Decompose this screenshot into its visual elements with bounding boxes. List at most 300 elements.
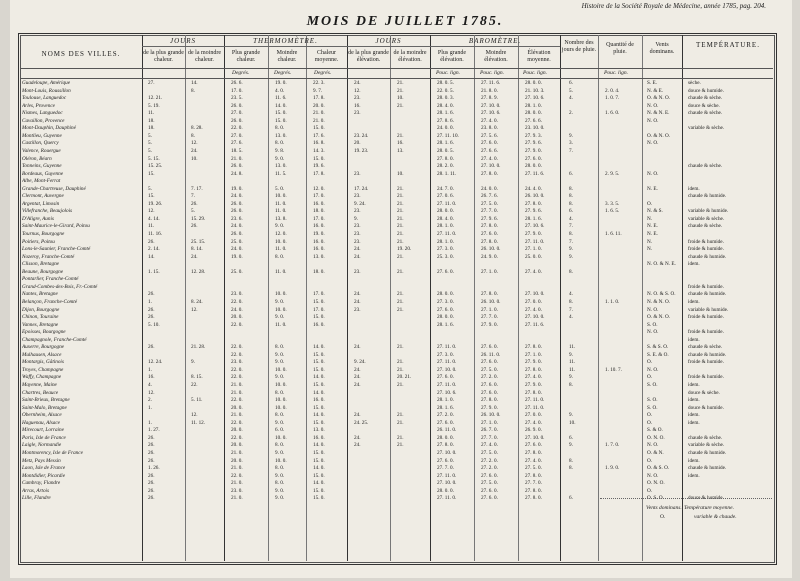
cell-dme: 21.	[397, 419, 404, 426]
table-row	[20, 420, 773, 428]
footer-vents-value: O.	[660, 514, 666, 520]
cell-vd: O. & N. O.	[647, 95, 671, 102]
cell-vd: N.	[647, 238, 653, 245]
city-name: Nantes, Bretagne	[22, 291, 58, 298]
cell-dc: 11.	[148, 110, 155, 117]
cell-pg: 26. 0.	[231, 163, 243, 170]
city-name: Nismes, Languedoc	[22, 110, 63, 117]
cell-dc: 26.	[148, 495, 155, 502]
cell-cm: 15. 0.	[313, 314, 325, 321]
table-row	[20, 276, 773, 284]
cell-cm: 15. 0.	[313, 125, 325, 132]
cell-dc: 5. 19.	[148, 102, 160, 109]
cell-vd: S. E.	[647, 80, 657, 86]
cell-dm: 26.	[191, 200, 198, 207]
cell-dc: 14.	[148, 253, 155, 260]
cell-em: 27. 1. 0.	[525, 246, 542, 253]
cell-dme: 21.	[397, 434, 404, 441]
cell-jp: 5.	[569, 87, 573, 94]
cell-cm: 14. 0.	[313, 389, 325, 396]
cell-cm: 18. 0.	[313, 268, 325, 275]
cell-mc: 9. 0.	[275, 298, 285, 305]
cell-me: 27. 5. 0.	[481, 480, 498, 487]
cell-tp: variable & sèche.	[688, 125, 725, 132]
cell-dc: 15. 25.	[148, 163, 163, 170]
cell-me: 27. 8. 0.	[481, 291, 498, 298]
unit-degres: Degrés.	[314, 70, 332, 76]
cell-jp: 9.	[569, 246, 573, 253]
cell-vd: N. E.	[647, 231, 658, 237]
cell-pg: 20. 0.	[231, 404, 243, 411]
cell-dme: 21.	[397, 193, 404, 200]
cell-mc: 14. 0.	[275, 102, 287, 109]
cell-dme: 21.	[397, 215, 404, 222]
cell-mc: 6. 0.	[275, 427, 285, 434]
cell-qp: 1. 1. 0.	[605, 298, 620, 305]
cell-pg: 26. 0.	[231, 231, 243, 237]
cell-me: 27. 6. 0.	[481, 344, 498, 351]
city-name: Haguenau, Alsace	[22, 419, 60, 426]
cell-mc: 11. 0.	[275, 321, 287, 328]
city-name: Lille, Flandre	[22, 495, 51, 502]
cell-cm: 14. 0.	[313, 480, 325, 487]
cell-dc: 1.	[148, 404, 152, 411]
table-row	[20, 495, 773, 503]
cell-em: 27. 9. 3.	[525, 132, 542, 139]
table-row	[20, 450, 773, 458]
cell-mc: 8. 0.	[275, 140, 285, 147]
cell-em: 27. 9. 6.	[525, 208, 542, 215]
cell-cm: 17. 0.	[313, 306, 325, 313]
table-row	[20, 352, 773, 360]
cell-jp: 8.	[569, 382, 573, 388]
cell-dc: 26.	[148, 238, 155, 245]
cell-dc: 4.	[148, 382, 152, 388]
cell-pg: 22. 0.	[231, 298, 243, 305]
cell-jp: 4.	[569, 95, 573, 102]
cell-de: 23.	[354, 238, 361, 245]
cell-jp: 8.	[569, 268, 573, 275]
cell-vd: S. & S. O.	[647, 344, 669, 351]
cell-cm: 16. 0.	[313, 321, 325, 328]
cell-mc: 8. 0.	[275, 125, 285, 132]
cell-pg: 20. 0.	[231, 442, 243, 449]
cell-cm: 16. 0.	[313, 434, 325, 441]
cell-pe: 24. 7. 0.	[437, 185, 454, 192]
cell-dme: 21.	[397, 87, 404, 94]
city-name: Clermont, Auvergne	[22, 193, 64, 200]
cell-em: 27. 8. 0.	[525, 472, 542, 479]
col-header-moindre-chaleur: Moindre chaleur.	[276, 50, 298, 63]
cell-pe: 28. 0. 3.	[437, 95, 454, 102]
cell-pe: 28. 0. 0.	[437, 314, 454, 321]
cell-me: 27. 6. 0.	[481, 140, 498, 147]
running-header: Histoire de la Société Royale de Médecine, année 1785, pag. 204.	[581, 2, 766, 10]
cell-pg: 21. 0.	[231, 449, 243, 456]
cell-cm: 13. 0.	[313, 427, 325, 434]
city-name: Arles, Provence	[22, 102, 55, 109]
cell-dme: 21.	[397, 102, 404, 109]
cell-cm: 16. 0.	[313, 200, 325, 207]
table-row	[20, 110, 773, 118]
cell-dm: 15. 29.	[191, 215, 206, 222]
cell-em: 27. 9. 0.	[525, 147, 542, 154]
cell-qp: 3. 3. 5.	[605, 200, 620, 207]
cell-mc: 10. 0.	[275, 306, 287, 313]
cell-dm: 22.	[191, 382, 198, 388]
cell-em: 27. 8. 0.	[525, 389, 542, 396]
city-name: Arras, Artois	[22, 487, 50, 494]
cell-tp: idem.	[688, 298, 700, 305]
cell-de: 24.	[354, 382, 361, 388]
table-row	[20, 322, 773, 330]
cell-pe: 28. 1. 0.	[437, 238, 454, 245]
table-row	[20, 390, 773, 398]
cell-vd: O. & S. O.	[647, 465, 670, 472]
cell-mc: 9. 0.	[275, 351, 285, 358]
cell-mc: 9. 0.	[275, 374, 285, 381]
cell-mc: 11. 6.	[275, 95, 287, 102]
cell-dc: 16.	[148, 374, 155, 381]
cell-dme: 21.	[397, 253, 404, 260]
cell-mc: 11. 0.	[275, 246, 287, 253]
cell-tp: douce & sèche.	[688, 389, 720, 396]
cell-cm: 15. 0.	[313, 457, 325, 464]
cell-mc: 8. 0.	[275, 465, 285, 472]
cell-dm: 12.	[191, 140, 198, 147]
cell-em: 27. 11. 0.	[525, 397, 545, 404]
cell-mc: 15. 0.	[275, 110, 287, 117]
city-name: Albe, Mont-Ferrat	[22, 178, 61, 185]
city-name: Oléron, Béarn	[22, 155, 52, 162]
cell-me: 24. 0. 0.	[481, 185, 498, 192]
city-name: Saint-Maurice-le-Girard, Poitou	[22, 223, 90, 230]
cell-pe: 27. 10. 0.	[437, 449, 457, 456]
cell-pe: 27. 11. 0.	[437, 495, 457, 502]
cell-em: 27. 6. 0.	[525, 442, 542, 449]
cell-vd: O.	[647, 359, 653, 366]
cell-tp: douce & sèche.	[688, 102, 720, 109]
cell-jp: 9.	[569, 253, 573, 260]
cell-tp: chaude & sèche.	[688, 163, 723, 170]
cell-jp: 8.	[569, 200, 573, 207]
cell-dc: 2. 14.	[148, 246, 160, 253]
cell-pe: 28. 1. 0.	[437, 397, 454, 404]
cell-me: 27. 8. 0.	[481, 238, 498, 245]
cell-pg: 19. 0.	[231, 185, 243, 192]
cell-pe: 27. 8. 0.	[437, 442, 454, 449]
cell-me: 24. 9. 0.	[481, 253, 498, 260]
cell-dme: 21.	[397, 132, 404, 139]
cell-vd: S. O.	[647, 321, 658, 328]
cell-pe: 28. 0. 0.	[437, 487, 454, 494]
cell-vd: N. O.	[647, 306, 659, 313]
cell-vd: N. O. & N. E.	[647, 261, 676, 268]
cell-dm: 14.	[191, 80, 198, 86]
table-row	[20, 88, 773, 96]
cell-vd: N. O.	[647, 442, 659, 449]
cell-tp: froide & humide.	[688, 238, 724, 245]
cell-pg: 23. 5.	[231, 95, 243, 102]
cell-mc: 10. 0.	[275, 397, 287, 404]
cell-tp: douce & humide.	[688, 404, 724, 411]
cell-tp: froide & humide.	[688, 359, 724, 366]
cell-de: 24.	[354, 374, 361, 381]
cell-dme: 21.	[397, 231, 404, 237]
cell-pg: 21. 0.	[231, 382, 243, 388]
cell-em: 27. 8. 0.	[525, 495, 542, 502]
cell-pe: 27. 10. 6.	[437, 389, 457, 396]
cell-de: 24.	[354, 442, 361, 449]
cell-cm: 17. 8.	[313, 95, 325, 102]
cell-em: 27. 9. 0.	[525, 231, 542, 237]
cell-pe: 27. 11. 0.	[437, 344, 457, 351]
cell-pg: 26. 0.	[231, 102, 243, 109]
cell-mc: 9. 0.	[275, 223, 285, 230]
cell-pg: 21. 0.	[231, 389, 243, 396]
cell-jp: 4.	[569, 314, 573, 321]
cell-em: 27. 4. 0.	[525, 374, 542, 381]
cell-pe: 28. 1. 6.	[437, 110, 454, 117]
cell-me: 27. 9. 0.	[481, 404, 498, 411]
cell-cm: 20. 0.	[313, 102, 325, 109]
cell-pe: 28. 1. 6.	[437, 404, 454, 411]
cell-jp: 6.	[569, 170, 573, 177]
cell-pe: 28. 1. 6.	[437, 321, 454, 328]
unit-separator	[20, 78, 773, 79]
cell-pg: 23. 0.	[231, 487, 243, 494]
cell-dm: 12.	[191, 306, 198, 313]
cell-mc: 10. 0.	[275, 193, 287, 200]
city-name: Dijon, Bourgogne	[22, 306, 60, 313]
cell-jp: 8.	[569, 465, 573, 472]
cell-jp: 11.	[569, 366, 576, 373]
cell-jp: 9.	[569, 374, 573, 381]
cell-jp: 11.	[569, 344, 576, 351]
cell-me: 27. 6. 6.	[481, 147, 498, 154]
cell-dc: 26.	[148, 457, 155, 464]
table-row	[20, 359, 773, 367]
cell-me: 26. 7. 0.	[481, 427, 498, 434]
cell-mc: 10. 0.	[275, 434, 287, 441]
cell-dme: 13.	[397, 147, 404, 154]
col-header-plus-grande-chaleur: Plus grande chaleur.	[231, 50, 261, 63]
table-row	[20, 186, 773, 194]
table-row	[20, 140, 773, 148]
cell-jp: 2.	[569, 110, 573, 117]
cell-dm: 26.	[191, 223, 198, 230]
cell-mc: 9. 0.	[275, 359, 285, 366]
cell-pe: 27. 0. 6.	[437, 193, 454, 200]
cell-cm: 17. 8.	[313, 170, 325, 177]
cell-tp: idem.	[688, 419, 700, 426]
cell-em: 28. 1. 6.	[525, 215, 542, 222]
cell-me: 27. 1. 0.	[481, 268, 498, 275]
cell-dm: 7.	[191, 193, 195, 200]
cell-tp: douce & humide.	[688, 87, 724, 94]
cell-pg: 23. 0.	[231, 359, 243, 366]
cell-de: 23.	[354, 110, 361, 117]
table-row	[20, 405, 773, 413]
city-name: Obernheim, Alsace	[22, 412, 62, 419]
cell-qp: 1. 9. 0.	[605, 465, 620, 472]
cell-me: 26. 10. 0.	[481, 246, 501, 253]
cell-vd: O.	[647, 457, 653, 464]
cell-pe: 27. 6. 0.	[437, 306, 454, 313]
cell-de: 23.	[354, 231, 361, 237]
cell-tp: variable & sèche.	[688, 215, 725, 222]
cell-dm: 25. 15.	[191, 238, 206, 245]
cell-dc: 26.	[148, 487, 155, 494]
cell-me: 27. 7. 0.	[481, 208, 498, 215]
cell-dc: 26.	[148, 344, 155, 351]
cell-me: 26. 10. 0.	[481, 412, 501, 419]
cell-cm: 15. 0.	[313, 472, 325, 479]
cell-tp: chaude & humide.	[688, 253, 727, 260]
cell-dme: 21.	[397, 442, 404, 449]
col-header-chaleur-moyenne: Chaleur moyenne.	[314, 50, 339, 63]
cell-dc: 1.	[148, 298, 152, 305]
cell-mc: 9. 0.	[275, 314, 285, 321]
cell-cm: 16. 0.	[313, 238, 325, 245]
cell-dc: 5.	[148, 185, 152, 192]
cell-vd: O. & N. O.	[647, 314, 671, 321]
cell-me: 21. 8. 0.	[481, 87, 498, 94]
table-row	[20, 427, 773, 435]
cell-vd: S. O.	[647, 404, 658, 411]
cell-em: 27. 9. 0.	[525, 382, 542, 388]
unit-pouc-lign: Pouc. lign.	[480, 70, 504, 76]
table-row	[20, 178, 773, 186]
cell-tp: idem.	[688, 185, 700, 192]
table-row	[20, 488, 773, 496]
cell-em: 28. 0. 0.	[525, 110, 542, 117]
cell-vd: N. O.	[647, 102, 659, 109]
cell-pg: 21. 0.	[231, 495, 243, 502]
cell-vd: S. & O.	[647, 427, 663, 434]
cell-me: 26. 11. 0.	[481, 351, 501, 358]
cell-em: 27. 10. 0.	[525, 314, 545, 321]
cell-de: 23.	[354, 306, 361, 313]
cell-pe: 28. 1. 0.	[437, 223, 454, 230]
cell-jp: 8.	[569, 231, 573, 237]
cell-dc: 19. 26.	[148, 200, 163, 207]
footer-temp-label: Température moyenne.	[684, 505, 734, 511]
city-name: Metz, Pays Messin	[22, 457, 61, 464]
cell-em: 27. 10. 0.	[525, 434, 545, 441]
cell-tp: idem.	[688, 382, 700, 388]
table-row	[20, 239, 773, 247]
cell-mc: 11. 0.	[275, 208, 287, 215]
cell-pg: 18. 5.	[231, 147, 243, 154]
cell-mc: 13. 8.	[275, 215, 287, 222]
cell-jp: 7.	[569, 223, 573, 230]
cell-me: 27. 8. 0.	[481, 170, 498, 177]
cell-vd: O. & N. O.	[647, 132, 671, 139]
city-name: Mont-Dauphin, Dauphiné	[22, 125, 76, 132]
cell-tp: froide & humide.	[688, 283, 724, 290]
cell-me: 27. 1. 0.	[481, 419, 498, 426]
city-name: Beaune, Bourgogne	[22, 268, 64, 275]
cell-em: 27. 6. 6.	[525, 117, 542, 124]
cell-dc: 18.	[148, 125, 155, 132]
cell-dm: 7. 17.	[191, 185, 203, 192]
cell-dc: 26.	[148, 434, 155, 441]
cell-mc: 8. 0.	[275, 480, 285, 487]
city-name: Chinon, Touraine	[22, 314, 59, 321]
city-name: Grande-Chartreuse, Dauphiné	[22, 185, 86, 192]
cell-jp: 9.	[569, 351, 573, 358]
cell-pe: 27. 11. 0.	[437, 382, 457, 388]
cell-em: 27. 7. 0.	[525, 480, 542, 487]
cell-pe: 28. 4. 0.	[437, 215, 454, 222]
city-name: Mulhausen, Alsace	[22, 351, 62, 358]
city-name: Mayenne, Maine	[22, 382, 57, 388]
table-row	[20, 329, 773, 337]
city-name: Tournus, Bourgogne	[22, 231, 65, 237]
cell-pg: 23. 6.	[231, 215, 243, 222]
cell-pg: 22. 0.	[231, 434, 243, 441]
cell-dm: 9.	[191, 359, 195, 366]
cell-me: 27. 6. 0.	[481, 359, 498, 366]
cell-vd: N. O.	[647, 329, 659, 336]
cell-tp: chaude & sèche.	[688, 95, 723, 102]
cell-jp: 7.	[569, 238, 573, 245]
cell-cm: 21. 0.	[313, 117, 325, 124]
cell-me: 27. 6. 0.	[481, 472, 498, 479]
table-row	[20, 95, 773, 103]
cell-em: 25. 0. 0.	[525, 253, 542, 260]
cell-em: 24. 4. 0.	[525, 185, 542, 192]
cell-dc: 5. 15.	[148, 155, 160, 162]
cell-vd: O.	[647, 374, 653, 381]
cell-mc: 10. 0.	[275, 291, 287, 298]
city-name: Tonneins, Guyenne	[22, 163, 62, 170]
cell-jp: 7.	[569, 147, 573, 154]
cell-de: 24. 25.	[354, 419, 369, 426]
cell-cm: 15. 0.	[313, 487, 325, 494]
cell-vd: N. O.	[647, 117, 659, 124]
cell-cm: 18. 0.	[313, 208, 325, 215]
cell-cm: 14. 0.	[313, 374, 325, 381]
city-name: Belançon, Franche-Comté	[22, 298, 78, 305]
cell-mc: 9. 0.	[275, 487, 285, 494]
cell-pe: 28. 0. 5.	[437, 80, 454, 86]
cell-pg: 22. 0.	[231, 397, 243, 404]
cell-cm: 19. 0.	[313, 231, 325, 237]
cell-dm: 24.	[191, 253, 198, 260]
cell-pe: 27. 6. 0.	[437, 457, 454, 464]
cell-tp: variable & humide.	[688, 208, 729, 215]
cell-dc: 12.	[148, 389, 155, 396]
cell-tp: froide & humide.	[688, 314, 724, 321]
cell-dc: 1. 15.	[148, 268, 160, 275]
cell-dc: 26.	[148, 291, 155, 298]
cell-em: 26. 10. 0.	[525, 193, 545, 200]
cell-pg: 25. 0.	[231, 268, 243, 275]
cell-mc: 9. 0.	[275, 419, 285, 426]
cell-de: 23.	[354, 223, 361, 230]
cell-pe: 28. 2. 0.	[437, 163, 454, 170]
cell-pg: 27. 0.	[231, 110, 243, 117]
table-row	[20, 442, 773, 450]
col-header-plus-grande-elevation: Plus grande élévation.	[437, 50, 467, 63]
cell-me: 27. 2. 0.	[481, 374, 498, 381]
table-row	[20, 133, 773, 141]
city-name: Laon, Isle de France	[22, 465, 66, 472]
cell-cm: 14. 0.	[313, 344, 325, 351]
cell-de: 24.	[354, 80, 361, 86]
